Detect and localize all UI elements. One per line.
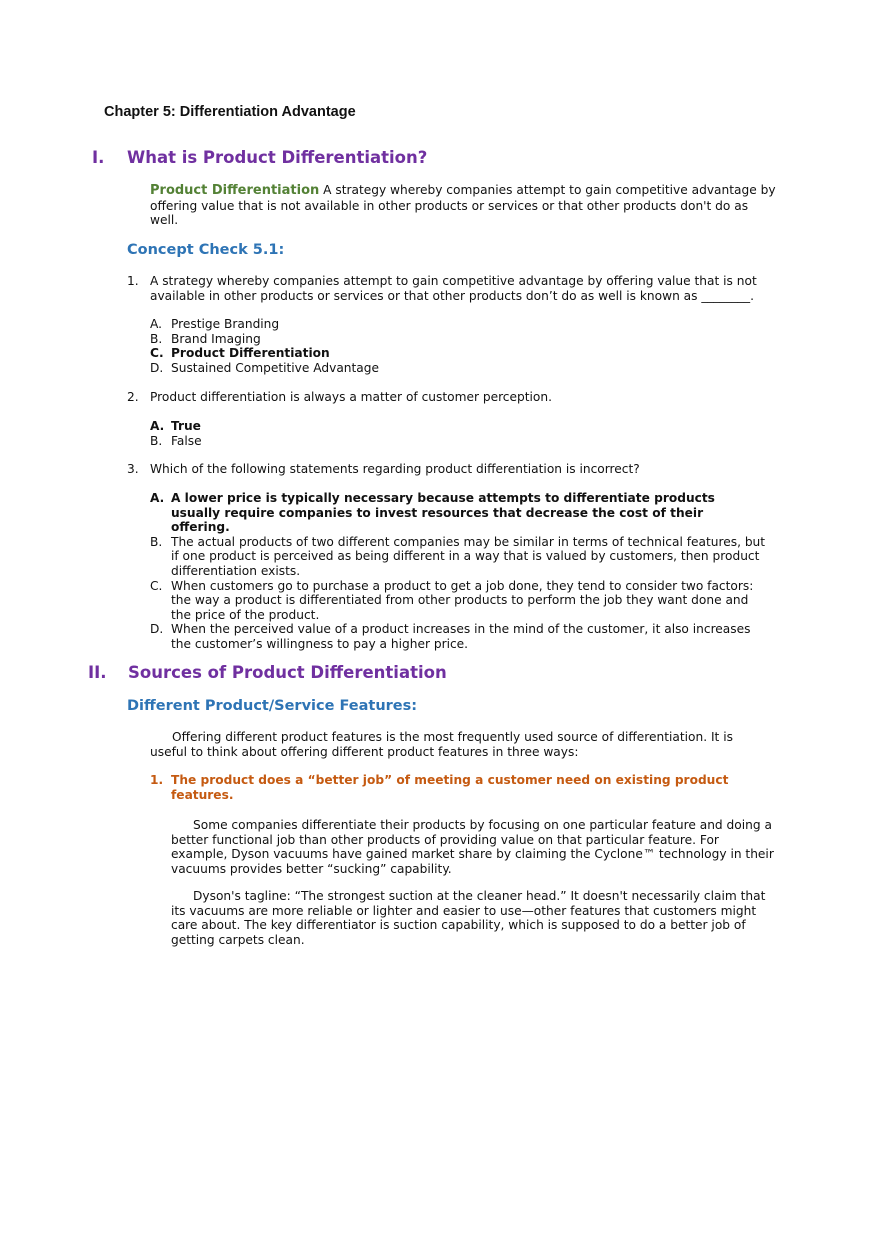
option: A. Prestige Branding (150, 317, 280, 331)
option-correct: A. A lower price is typically necessary because attempts to differentiate products usually require companies to invest resources that decrease the cost of their offering. (150, 491, 715, 535)
definition-paragraph (150, 183, 780, 228)
chapter-title: Chapter 5: Differentiation Advantage (104, 104, 356, 120)
question-1 (127, 274, 790, 303)
question-text: A strategy whereby companies attempt to gain competitive advantage by offering value that is not available in other products or services or that other products don’t do as well is known as ________. (150, 274, 757, 303)
option: D. When the perceived value of a product increases in the mind of the customer, it also increases the customer’s willingness to pay a higher price. (150, 622, 751, 651)
question-2 (127, 390, 790, 405)
section-2-title: Sources of Product Differentiation (128, 663, 447, 682)
question-number: 1. (127, 274, 139, 288)
question-2-options (150, 419, 771, 448)
option: B. False (150, 433, 202, 448)
section-1-numeral: I. (92, 148, 105, 167)
question-3 (127, 462, 790, 477)
concept-check-heading: Concept Check 5.1: (127, 242, 285, 258)
question-text: Which of the following statements regarding product differentiation is incorrect? (150, 462, 640, 476)
dyson-paragraph-1: Some companies differentiate their products by focusing on one particular feature and doing a better functional job than other products of providing value on that particular feature. For example, Dyson vacuums have gained market share by claiming the Cyclone™ technology in their vacuums provides better “sucking” capability. (171, 818, 774, 876)
section-2-numeral: II. (88, 663, 107, 682)
feature-item-1 (150, 773, 771, 802)
option: C. When customers go to purchase a product to get a job done, they tend to consider two factors: the way a product is differentiated from other products to perform the job they want done and the price of the product. (150, 578, 754, 622)
section-1-title: What is Product Differentiation? (127, 148, 428, 167)
option-correct: C. Product Differentiation (150, 346, 330, 361)
option: B. Brand Imaging (150, 331, 261, 346)
question-3-options (150, 491, 771, 652)
section-1-heading (92, 148, 592, 168)
subheading-features: Different Product/Service Features: (127, 698, 418, 714)
question-text: Product differentiation is always a matter of customer perception. (150, 390, 552, 404)
question-number: 2. (127, 390, 139, 404)
section-2-heading (88, 663, 588, 683)
definition-term: Product Differentiation (150, 183, 320, 198)
option: B. The actual products of two different companies may be similar in terms of technical features, but if one product is perceived as being different in a way that is valued by customers, then product differentiation exists. (150, 534, 766, 578)
option: D. Sustained Competitive Advantage (150, 360, 380, 375)
intro-paragraph: Offering different product features is the most frequently used source of differentiation. It is useful to think about offering different product features in three ways: (150, 730, 733, 759)
definition-text: A strategy whereby companies attempt to gain competitive advantage by offering value that is not available in other products or services or that other products don't do as well. (150, 183, 776, 228)
item-number: 1. (150, 773, 164, 787)
question-number: 3. (127, 462, 139, 476)
question-1-options (150, 317, 771, 375)
item-title: The product does a “better job” of meeting a customer need on existing product features. (171, 773, 729, 802)
option-correct: A. True (150, 419, 201, 433)
dyson-paragraph-2: Dyson's tagline: “The strongest suction at the cleaner head.” It doesn't necessarily claim that its vacuums are more reliable or lighter and easier to use—other features that customers might care about. The key differentiator is suction capability, which is supposed to do a better job of getting carpets clean. (171, 889, 766, 947)
